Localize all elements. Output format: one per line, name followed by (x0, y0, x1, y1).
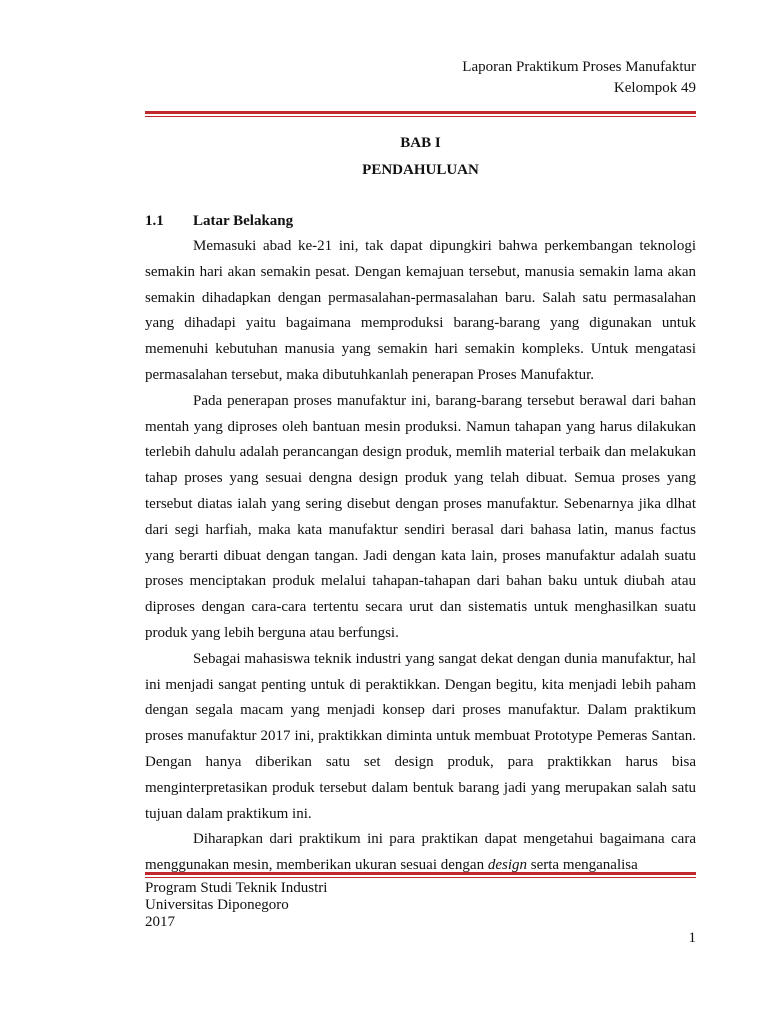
running-header (462, 57, 696, 99)
header-divider (145, 111, 696, 114)
footer-department: Program Studi Teknik Industri (145, 880, 328, 896)
running-footer (145, 880, 327, 931)
section-number: 1.1 (145, 213, 164, 229)
paragraph: Sebagai mahasiswa teknik industri yang sangat dekat dengan dunia manufaktur, hal ini menjadi sangat penting untuk di peraktikkan. Dengan begitu, kita menjadi lebih paham dengan segala macam yang menjadi konsep dari proses manufaktur. Dalam praktikum proses manufaktur 2017 ini, praktikkan diminta untuk membuat Prototype Pemeras Santan. Dengan hanya diberikan satu set design produk, para praktikkan harus bisa menginterpretasikan produk tersebut dalam bentuk barang jadi yang merupakan salah satu tujuan dalam praktikum ini. (145, 650, 696, 822)
chapter-number: BAB I (400, 135, 441, 151)
chapter-title: PENDAHULUAN (362, 162, 479, 178)
page-number: 1 (688, 930, 696, 946)
paragraph: Pada penerapan proses manufaktur ini, barang-barang tersebut berawal dari bahan mentah yang diproses oleh bantuan mesin produksi. Namun tahapan yang harus dilakukan terlebih dahulu adalah perancangan design produk, memlih material terbaik dan melakukan tahap proses yang sesuai dengna design produk yang telah dibuat. Semua proses yang tersebut diatas ialah yang sering disebut dengan proses manufaktur. Sebenarnya jika dlhat dari segi harfiah, maka kata manufaktur sendiri berasal dari bahasa latin, manus factus yang berarti dibuat dengan tangan. Jadi dengan kata lain, proses manufaktur adalah suatu proses menciptakan produk melalui tahapan-tahapan dari bahan baku untuk diubah atau diproses dengan cara-cara tertentu secara urut dan sistematis untuk menghasilkan suatu produk yang lebih berguna atau berfungsi. (145, 392, 696, 641)
paragraph-text: Diharapkan dari praktikum ini para praktikan dapat mengetahui bagaimana cara menggunakan mesin, memberikan ukuran sesuai dengan (145, 831, 696, 874)
footer-university: Universitas Diponegoro (145, 897, 289, 913)
header-report-title: Laporan Praktikum Proses Manufaktur (462, 59, 696, 75)
footer-year: 2017 (145, 914, 175, 930)
paragraph: Memasuki abad ke-21 ini, tak dapat dipungkiri bahwa perkembangan teknologi semakin hari akan semakin pesat. Dengan kemajuan tersebut, manusia semakin lama akan semakin dihadapkan dengan permasalahan-permasalahan baru. Salah satu permasalahan yang dihadapi yaitu bagaimana memproduksi barang-barang yang digunakan untuk memenuhi kebutuhan manusia yang semakin hari semakin kompleks. Untuk mengatasi permasalahan tersebut, maka dibutuhkanlah penerapan Proses Manufaktur. (145, 238, 696, 383)
paragraph-text: serta menganalisa (527, 857, 638, 874)
emphasis-text: design (487, 857, 527, 874)
section-heading (145, 213, 293, 230)
body-text (145, 234, 696, 879)
header-group: Kelompok 49 (613, 80, 696, 96)
footer-divider (145, 872, 696, 875)
section-title: Latar Belakang (193, 213, 294, 229)
